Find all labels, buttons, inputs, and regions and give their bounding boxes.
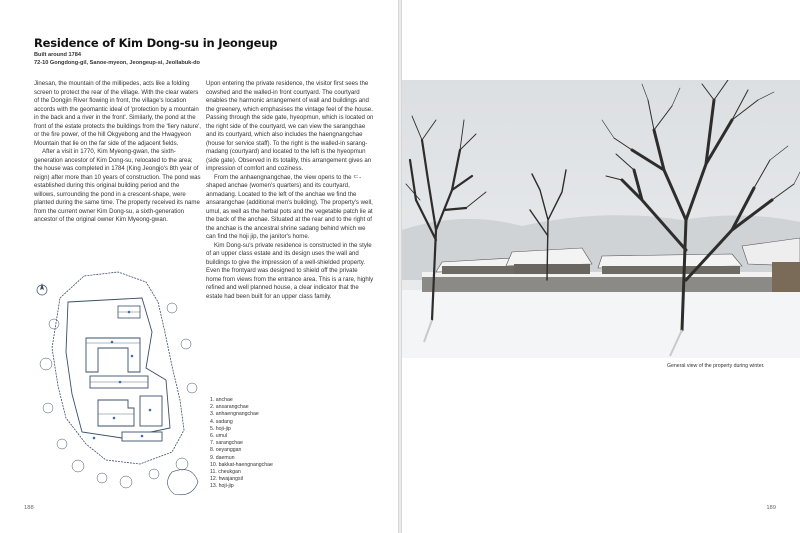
text-column-2 <box>206 80 374 301</box>
legend-item: 7. sarangchae <box>210 440 243 447</box>
page-number-right: 189 <box>766 505 776 511</box>
legend-item: 2. ansarangchae <box>210 404 249 411</box>
site-plan-drawing <box>22 268 202 500</box>
text-column-1 <box>34 80 202 225</box>
winter-photo <box>402 80 800 358</box>
legend-item: 1. anchae <box>210 397 233 403</box>
building-sarangchae <box>98 400 134 426</box>
paragraph: From the anhaengnangchae, the view opens to the ㄷ-shaped anchae (women's quarters) and its courtyard, anmadang. Located to the left of the anchae we find the ansarangchae (additional men's building). The property's well, umul, as well as the herbal pots and the vegetable patch lie at the back of the anchae. Situated at the rear and to the right of the anchae is the ancestral shrine sadang behind which we can find the hoji jip, the janitor's home. <box>206 173 373 240</box>
address: 72-10 Gongdong-gil, Sanoe-myeon, Jeongeup-si, Jeollabuk-do <box>34 60 200 66</box>
tree-symbols <box>40 303 197 488</box>
building-metadata <box>34 51 200 67</box>
legend-item: 5. hoji-jip <box>210 425 231 432</box>
built-date: Built around 1784 <box>34 52 81 58</box>
paragraph: After a visit in 1770, Kim Myeong-gwan, the sixth-generation ancestor of Kim Dong-su, relocated to the area; the house was completed in 1784 (King Jeongjo's 8th year of reign) after more than 10 years of construction. The pond was established during this original building period and the willows, surrounding the pond in a crescent-shape, were planted during the same time. The property received its name from the current owner Kim Dong-su, a sixth-generation ancestor of the original owner Kim Myeong-gwan. <box>34 148 201 223</box>
legend-item: 10. bakkat-haengnangchae <box>210 461 273 468</box>
building-bakkat-haengnangchae <box>140 396 162 426</box>
left-page <box>0 0 398 533</box>
right-page <box>402 0 800 533</box>
legend-item: 3. anhaengnangchae <box>210 411 259 418</box>
paragraph: Upon entering the private residence, the visitor first sees the cowshed and the walled-in front courtyard. The courtyard enables the harmonic arrangement of wall and buildings and the greenery, which emphasises the vintage feel of the house. Passing through the side gate, hyeopmun, which is located on the right side of the courtyard, we can view the sarangchae and its courtyard, which also includes the haengnangchae (house for service staff). To the right is the walled-in sarang-madang (courtyard) and located to the left is the hyeopmun (side gate). Observed in its totality, this arrangement gives an impression of comfort and coziness. <box>206 80 374 172</box>
legend-item: 9. daemun <box>210 454 235 461</box>
legend-item: 13. hoji-jip <box>210 483 234 490</box>
pond <box>167 470 198 495</box>
roof <box>598 254 742 268</box>
legend-item: 8. oeyanggan <box>210 447 242 454</box>
legend-item: 6. umul <box>210 433 228 440</box>
legend-item: 12. hwajangsil <box>210 476 243 483</box>
photo-caption: General view of the property during winter. <box>667 363 765 369</box>
paragraph: Jinesan, the mountain of the millipedes, acts like a folding screen to protect the rear of the village. With the clear waters of the Dongjin River flowing in front, the village's location accords with the geomantic ideal of 'protection by a mountain in the back and a river in the front'. Similarly, the pond at the front of the estate protects the buildings from the 'fiery nature', or the fire power, of the hill Okgyebong and the Hwagyeon Mountain that lie on the far side of the adjacent fields. <box>34 80 201 147</box>
north-arrow-icon <box>37 283 47 295</box>
legend-item: 11. cheukgan <box>210 469 241 476</box>
page-title: Residence of Kim Dong-su in Jeongeup <box>34 36 278 50</box>
legend-item: 4. sadang <box>210 418 233 425</box>
stone-wall <box>422 276 782 292</box>
estate-boundary <box>52 272 184 464</box>
page-number-left: 188 <box>24 505 34 511</box>
paragraph: Kim Dong-su's private residence is constructed in the style of an upper class estate and its design uses the wall and buildings to give the impression of a well-shielded property. Even the frontyard was designed to shield off the private home from views from the entrance area. This is a rare, highly refined and well planned house, a clear indicator that the estate had been built for an upper class family. <box>206 241 374 300</box>
plan-legend <box>210 397 273 491</box>
